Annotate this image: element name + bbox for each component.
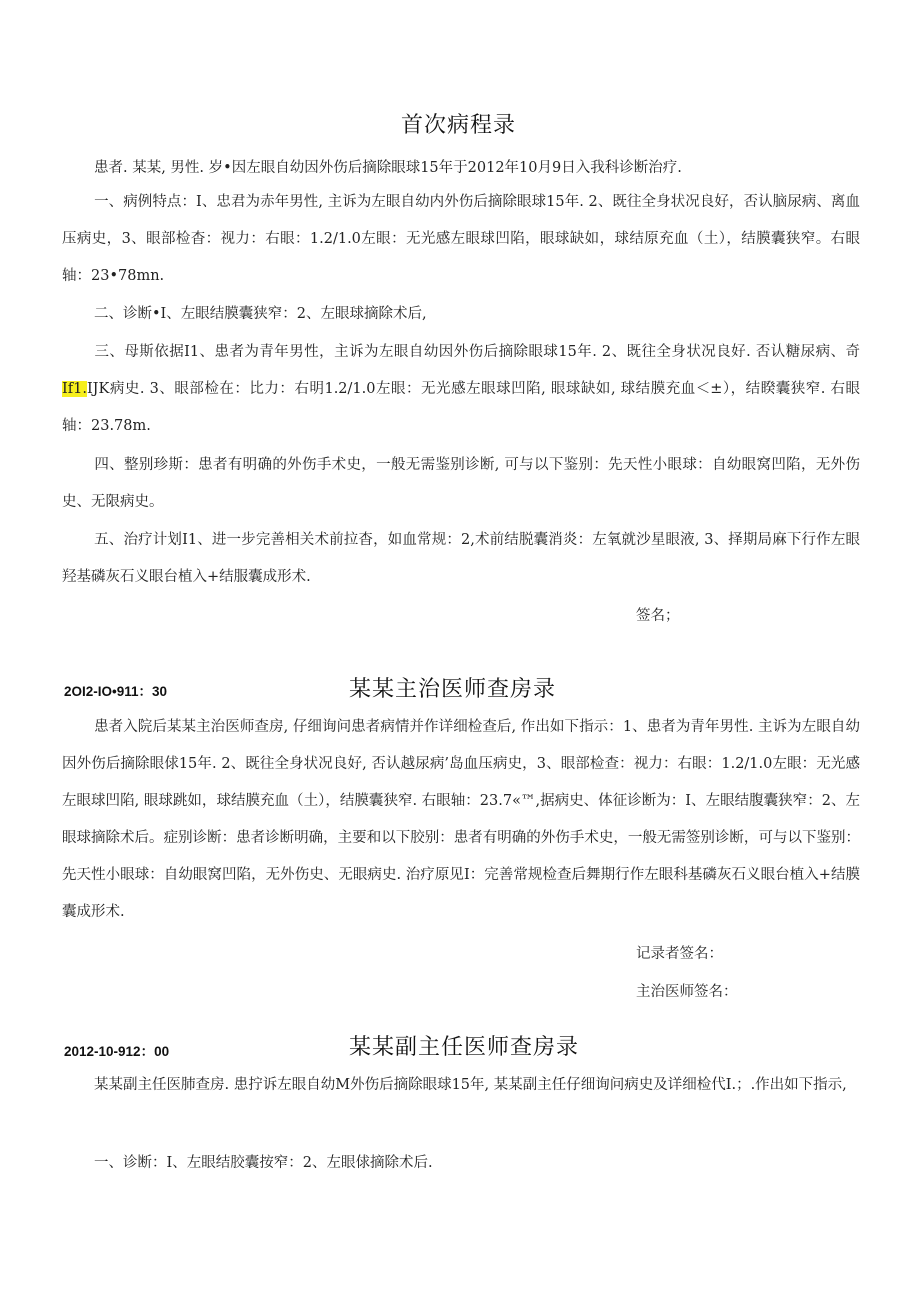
attending-round-text: 患者入院后某某主治医师查房, 仔细询问患者病情并作详细检查后, 作出如下指示：1、患者为青年男性. 主诉为左眼自幼因外伤后摘除眼俅15年. 2、既往全身状况良好, 否认越尿病’岛血压病史，3、眼部检查：视力：右眼：1.2/1.0左眼：无光感左眼球凹陷, 眼球跳如，球结膜充血（土），结膜囊狭窄. 右眼轴：23.7«™,据病史、体征诊断为：I、左眼结腹囊狭窄：2、左眼球摘除术后。症别诊断：患者诊断明确，主要和以下胶别：患者有明确的外伤手术史，一般无需签别诊断，可与以下鉴别：先天性小眼球：自幼眼窝凹陷，无外伤史、无眼病史. 治疗原见I：完善常规检查后舞期行作左眼科基磷灰石义眼台植入+结膜囊成形术. <box>62 719 860 920</box>
associate-chief-round-datetime: 2012-10-912：00 <box>64 1044 170 1059</box>
diagnostic-basis-text-start: 三、母斯依据I1、患者为青年男性，主诉为左眼自幼因外伤后摘除眼球15年. 2、既往全身状况良好. 否认糖尿病、奇 <box>94 344 860 360</box>
associate-chief-round-text: 某某副主任医肺查房. 患拧诉左眼自幼M外伤后摘除眼球15年, 某某副主任仔细询问病史及详细检代I.；.作出如下指示, <box>94 1077 847 1093</box>
associate-chief-round-title: 某某副主任医师查房录 <box>349 1035 580 1060</box>
attending-round-body <box>62 709 860 931</box>
associate-chief-round-body <box>62 1067 860 1104</box>
differential-diagnosis-paragraph <box>62 447 860 521</box>
attending-round-datetime: 2OI2-IO•911：30 <box>64 684 168 699</box>
diagnosis-text: 二、诊断•I、左眼结膜囊狭窄：2、左眼球摘除术后, <box>94 306 427 322</box>
recorder-signature: 记录者签名： <box>636 946 723 962</box>
associate-chief-diagnosis-text: 一、诊断：I、左眼结胶囊按窄：2、左眼俅摘除术后. <box>94 1155 433 1171</box>
treatment-plan-text: 五、治疗计划I1、进一步完善相关术前拉杳，如血常规：2,术前结脱囊消炎：左氧就沙星眼液, 3、择期局麻下行作左眼羟基磷灰石义眼台植入+结服囊成形术. <box>62 532 860 585</box>
highlighted-text: If1. <box>62 381 87 397</box>
associate-chief-diagnosis-paragraph <box>62 1145 860 1182</box>
diagnosis-paragraph <box>62 296 860 333</box>
diagnostic-basis-paragraph <box>62 334 860 445</box>
attending-physician-signature: 主治医师签名： <box>636 984 738 1000</box>
diagnostic-basis-text-rest: IJK病史. 3、眼部检在：比力：右明1.2/1.0左眼：无光感左眼球凹陷, 眼球缺如, 球结膜充血＜±），结睽囊狭窄. 右眼轴：23.78m. <box>62 381 860 434</box>
case-features-text: 一、病例特点：I、忠君为赤年男性, 主诉为左眼自幼内外伤后摘除眼球15年. 2、既往全身状况良好，否认脑尿病、离血压病史，3、眼部检杳：视力：右眼：1.2/1.0左眼：无光感左眼球凹陷，眼球缺如，球结原充血（土），结膜囊狭窄。右眼轴：23•78mn. <box>62 194 860 284</box>
first-course-record-title: 首次病程录 <box>401 113 517 138</box>
first-record-intro: 患者. 某某, 男性. 岁•因左眼自幼因外伤后摘除眼球15年于2012年10月9日入我科诊断治疗. <box>94 160 682 176</box>
case-features-paragraph <box>62 184 860 295</box>
treatment-plan-paragraph <box>62 522 860 596</box>
first-record-signature: 签名； <box>636 608 680 624</box>
attending-round-title: 某某主治医师查房录 <box>349 677 557 702</box>
differential-diagnosis-text: 四、整别珍斯：患者有明确的外伤手术史，一般无需鉴别诊断, 可与以下鉴别：先天性小眼球：自幼眼窝凹陷，无外伤史、无限病史。 <box>62 457 860 510</box>
